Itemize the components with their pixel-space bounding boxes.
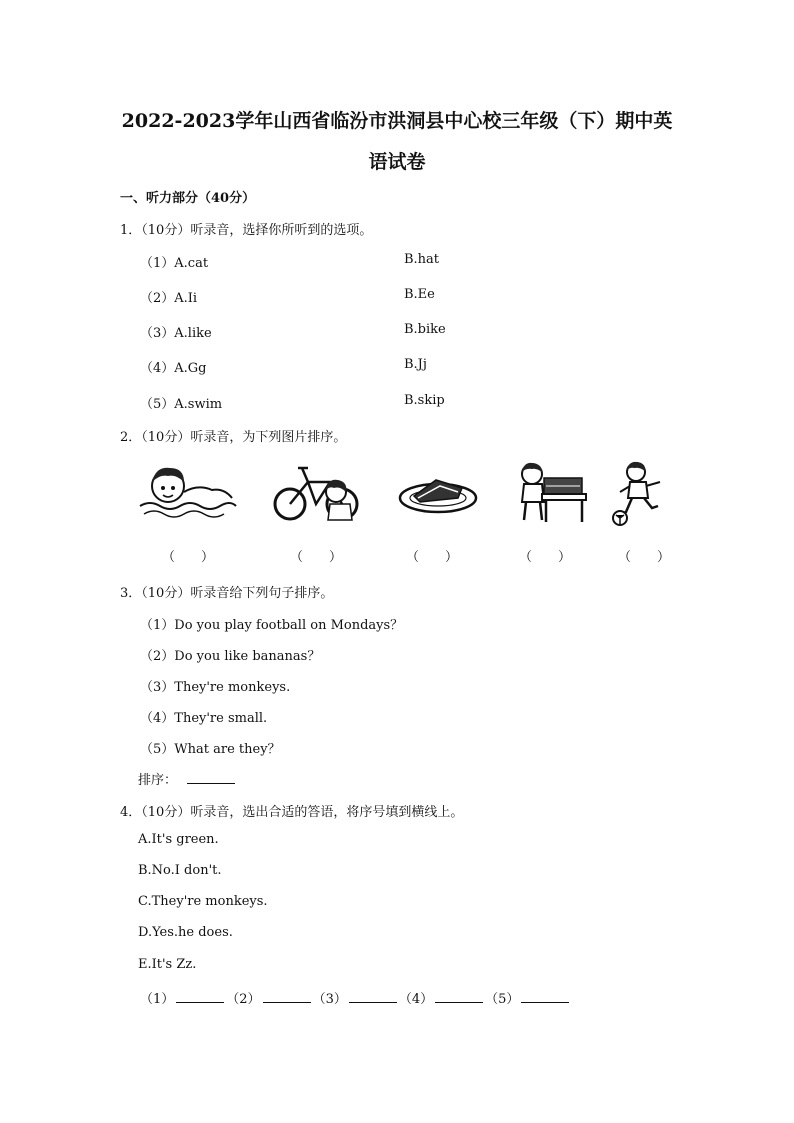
q1-item-4-option-a: （4）A.Gg xyxy=(140,361,207,376)
q1-item-2-option-b: B.Ee xyxy=(404,287,435,302)
q4-blank-label-3: （3） xyxy=(312,992,347,1007)
q4-blank-label-1: （1） xyxy=(140,992,175,1007)
boy-with-bicycle-icon xyxy=(272,458,372,528)
q4-answer-blank-1[interactable] xyxy=(176,990,224,1003)
q4-option-e: E.It's Zz. xyxy=(138,957,197,972)
q1-item-4-option-b: B.Jj xyxy=(404,357,427,372)
boy-playing-football-icon xyxy=(606,458,706,528)
q1-item-5-option-a: （5）A.swim xyxy=(140,397,223,412)
q4-stem: 4．（10分）听录音，选出合适的答语，将序号填到横线上。 xyxy=(120,805,464,820)
q1-item-1-option-a: （1）A.cat xyxy=(140,256,209,271)
q2-stem: 2．（10分）听录音，为下列图片排序。 xyxy=(120,430,347,445)
q4-blank-label-4: （4） xyxy=(398,992,434,1007)
q4-answer-blank-3[interactable] xyxy=(349,990,397,1003)
q2-answer-bracket-5[interactable]: （ ） xyxy=(617,550,670,565)
q3-order-blank[interactable] xyxy=(187,771,235,784)
q3-sentence-5: （5）What are they？ xyxy=(140,742,281,757)
q1-item-5-option-b: B.skip xyxy=(404,393,445,408)
q1-item-1-option-b: B.hat xyxy=(404,252,440,267)
q3-stem: 3．（10分）听录音给下列句子排序。 xyxy=(120,586,334,601)
boy-swimming-icon xyxy=(138,458,238,528)
section-heading-listening: 一、听力部分（40分） xyxy=(120,191,256,206)
exam-title-line-2: 语试卷 xyxy=(368,151,426,173)
q4-option-a: A.It's green. xyxy=(138,832,219,847)
q3-order-label: 排序： xyxy=(138,773,178,788)
q1-item-3-option-b: B.bike xyxy=(404,322,446,337)
food-plate-icon xyxy=(396,458,496,528)
boy-at-desk-icon xyxy=(510,458,610,528)
q4-answer-blank-4[interactable] xyxy=(435,990,483,1003)
q2-answer-bracket-3[interactable]: （ ） xyxy=(405,550,458,565)
q2-answer-bracket-4[interactable]: （ ） xyxy=(518,550,571,565)
q4-blank-label-2: （2） xyxy=(226,992,261,1007)
exam-title-line-1: 2022-2023学年山西省临汾市洪洞县中心校三年级（下）期中英 xyxy=(121,110,673,132)
q3-sentence-1: （1）Do you play football on Mondays？ xyxy=(140,618,404,633)
q1-item-3-option-a: （3）A.like xyxy=(140,326,212,341)
q1-item-2-option-a: （2）A.Ii xyxy=(140,291,198,306)
q3-sentence-4: （4）They're small. xyxy=(140,711,268,726)
q4-answer-blank-2[interactable] xyxy=(263,990,311,1003)
q4-answer-row xyxy=(140,988,571,1007)
q3-sentence-2: （2）Do you like bananas？ xyxy=(140,649,321,664)
q4-answer-blank-5[interactable] xyxy=(521,990,569,1003)
q4-option-b: B.No.I don't. xyxy=(138,863,222,878)
q4-option-d: D.Yes.he does. xyxy=(138,925,233,940)
q4-blank-label-5: （5） xyxy=(485,992,520,1007)
q4-option-c: C.They're monkeys. xyxy=(138,894,268,909)
q1-stem: 1．（10分）听录音，选择你所听到的选项。 xyxy=(120,223,373,238)
q2-answer-bracket-2[interactable]: （ ） xyxy=(289,550,342,565)
q3-order-row xyxy=(138,769,235,788)
q3-sentence-3: （3）They're monkeys. xyxy=(140,680,291,695)
q2-answer-bracket-1[interactable]: （ ） xyxy=(161,550,214,565)
